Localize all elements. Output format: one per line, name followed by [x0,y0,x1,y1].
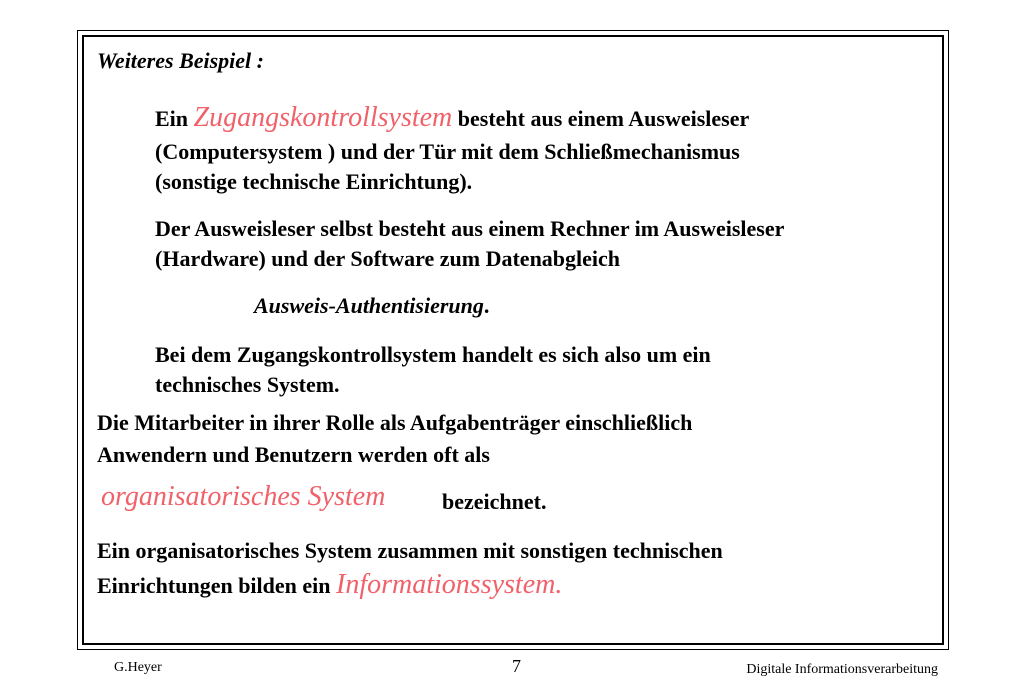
p1-line1 [155,103,749,134]
p1-line3: (sonstige technische Einrichtung). [155,169,473,194]
p2-line2: (Hardware) und der Software zum Datenabgleich [155,246,621,271]
highlight-zugangskontrollsystem: Zugangskontrollsystem [193,102,453,133]
p7-line2-pre: Einrichtungen bilden ein [97,573,337,598]
p1-pre: Ein [155,106,194,131]
p7-line1: Ein organisatorisches System zusammen mit sonstigen technischen [97,538,723,563]
highlight-organisatorisches-system: organisatorisches System [101,481,386,512]
p2-line1: Der Ausweisleser selbst besteht aus einem Rechner im Ausweisleser [155,216,785,241]
highlight-informationssystem: Informationssystem. [336,569,563,600]
p5-line1: Die Mitarbeiter in ihrer Rolle als Aufgabenträger einschließlich [97,410,693,435]
footer-page-number: 7 [512,656,521,676]
p7-line2 [97,570,562,601]
p5-line2: Anwendern und Benutzern werden oft als [97,442,490,467]
p4-line1: Bei dem Zugangskontrollsystem handelt es sich also um ein [155,342,711,367]
footer-course: Digitale Informationsverarbeitung [746,662,938,677]
slide-heading: Weiteres Beispiel : [97,48,264,73]
p6-post: bezeichnet. [442,489,547,514]
p3-line [254,291,489,321]
p1-line1-post: besteht aus einem Ausweisleser [452,106,750,131]
p3-punct: . [483,293,490,318]
term-ausweis-authentisierung: Ausweis-Authentisierung [254,293,484,318]
p4-line2: technisches System. [155,372,340,397]
footer-author: G.Heyer [114,660,162,675]
p1-line2: (Computersystem ) und der Tür mit dem Schließmechanismus [155,139,740,164]
